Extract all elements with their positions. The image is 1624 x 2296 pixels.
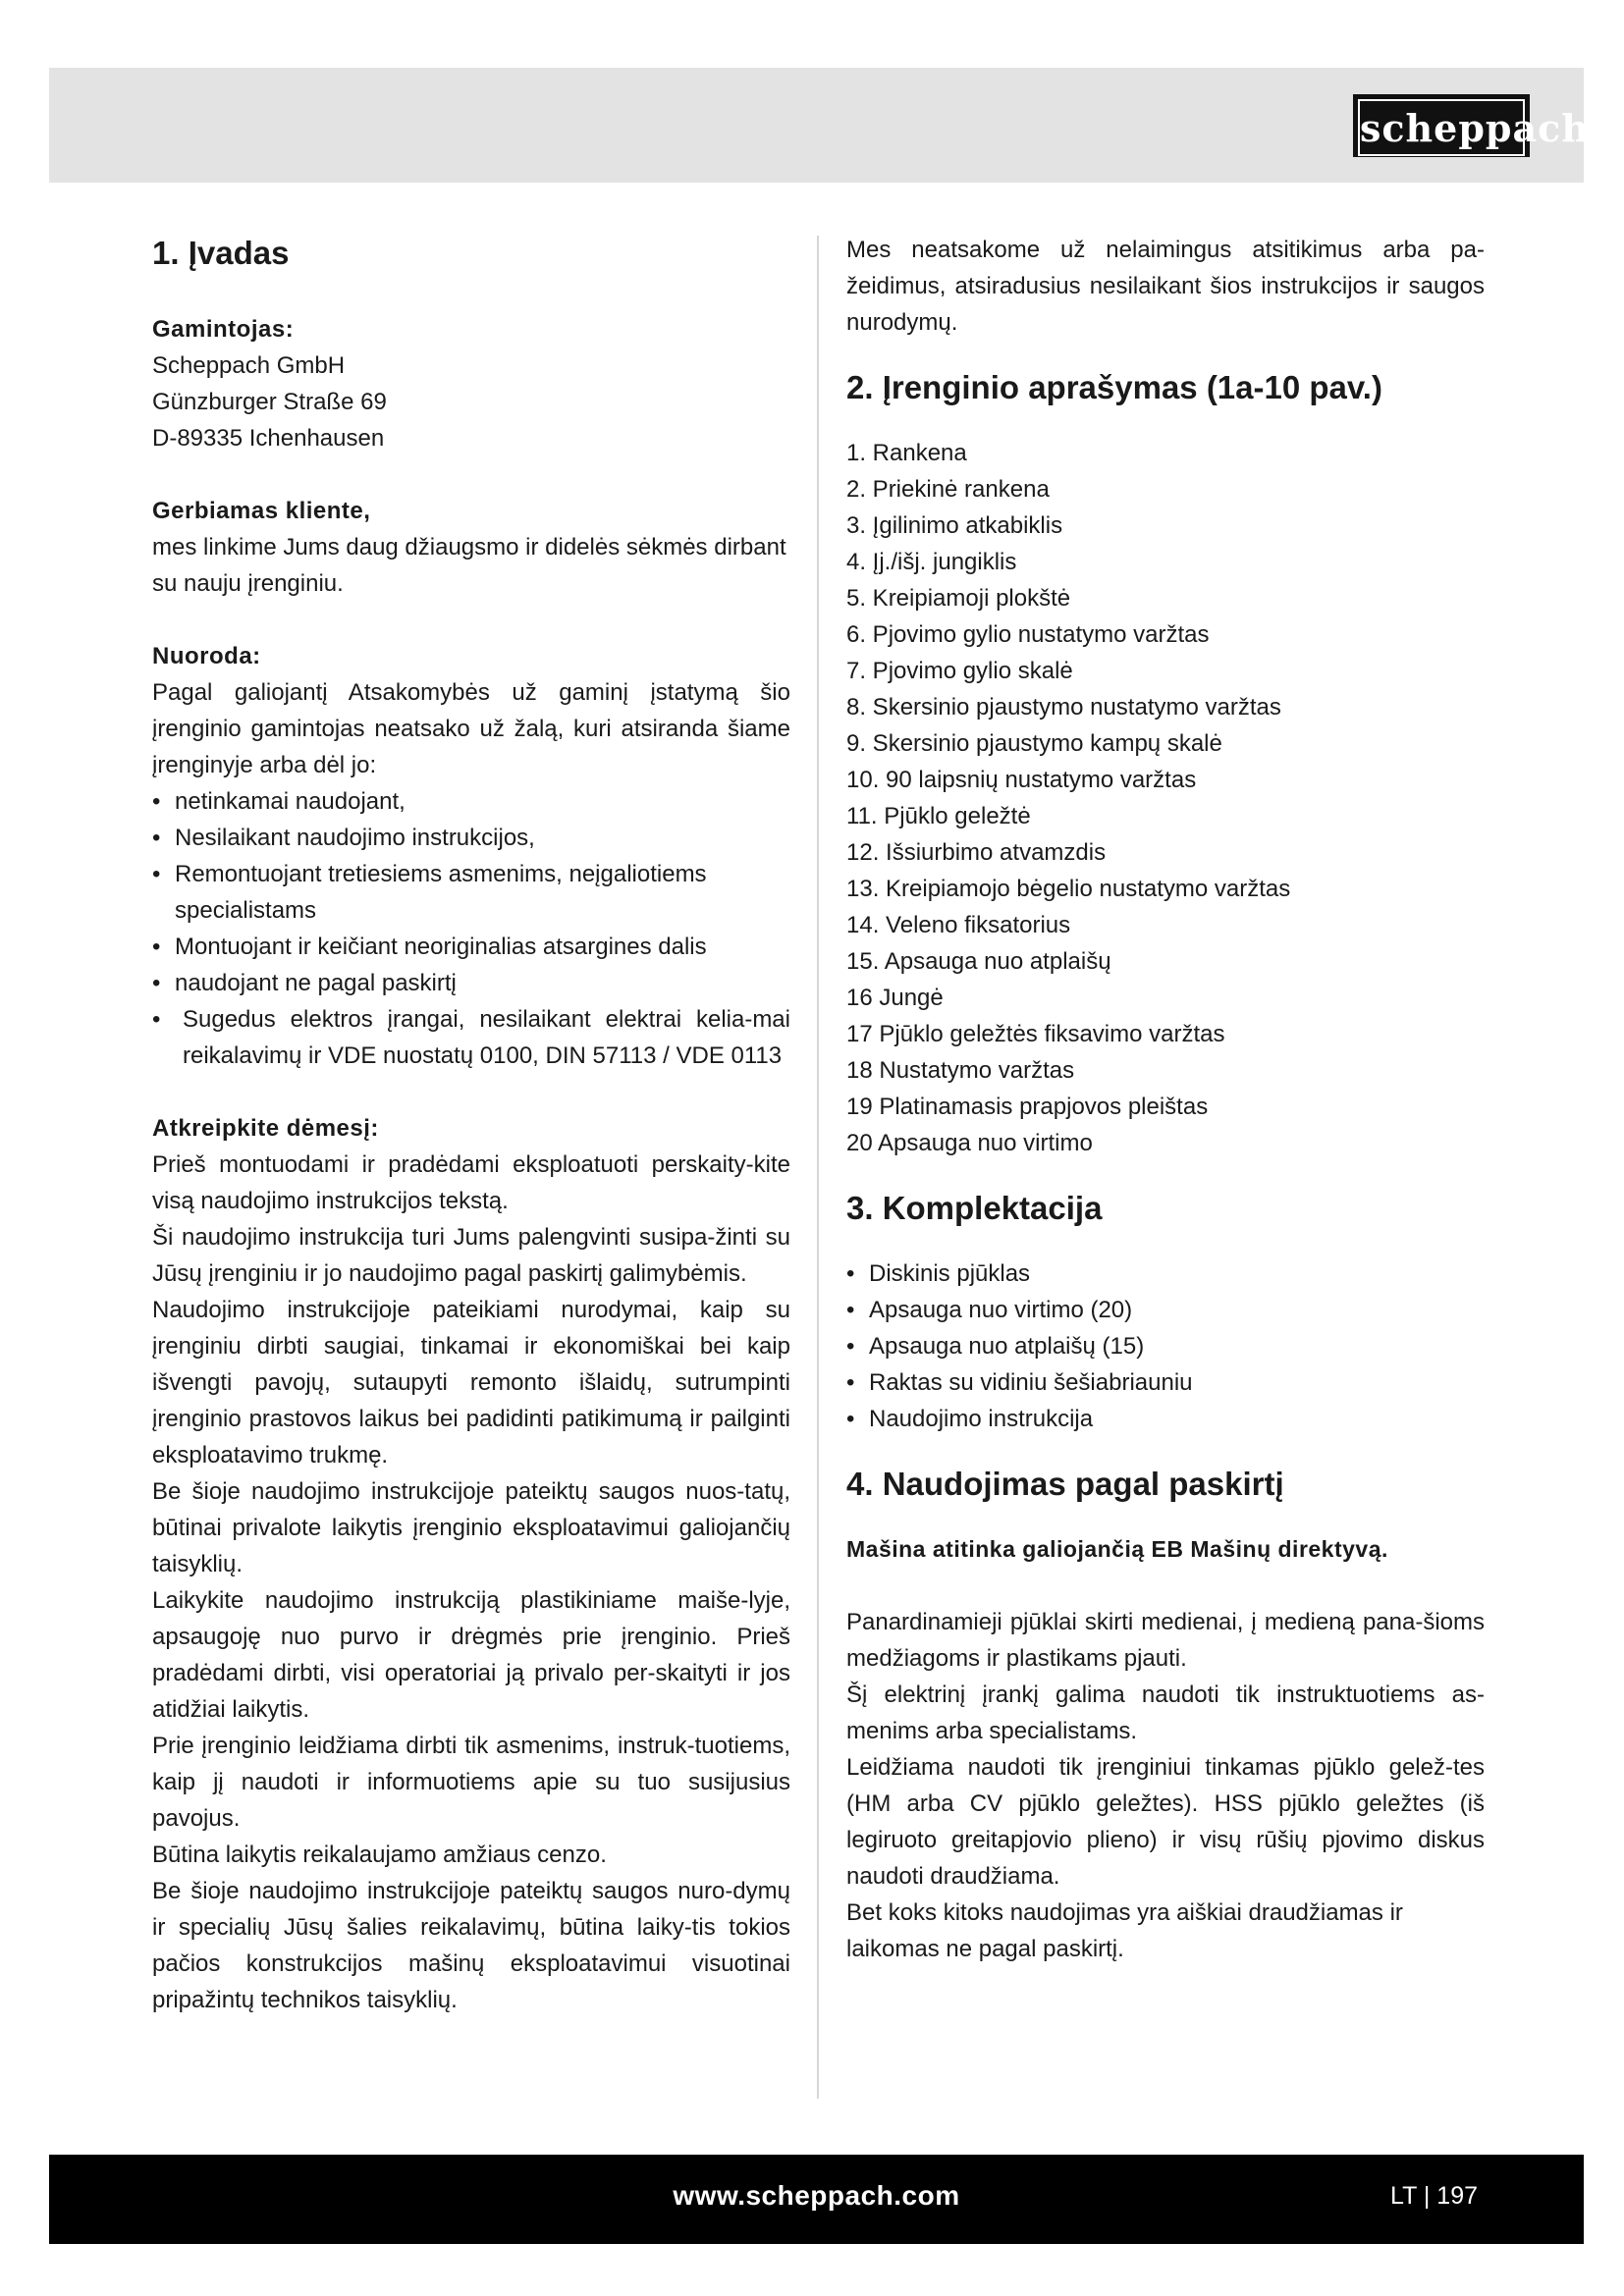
attention-paragraph: Prie įrenginio leidžiama dirbti tik asmenims, instruk-tuotiems, kaip jį naudoti ir informuotiems apie su tuo susijusius pavojus. [152, 1733, 790, 1832]
page-number: LT | 197 [1390, 2182, 1478, 2210]
logo-text: scheppach [1358, 99, 1525, 156]
list-item: 8. Skersinio pjaustymo nustatymo varžtas [846, 694, 1281, 721]
list-item: • Naudojimo instrukcija [846, 1401, 1485, 1437]
section-4-title: 4. Naudojimas pagal paskirtį [846, 1466, 1284, 1502]
section-3-title: 3. Komplektacija [846, 1190, 1103, 1226]
list-item: • Apsauga nuo virtimo (20) [846, 1292, 1485, 1328]
list-item: 13. Kreipiamojo bėgelio nustatymo varžtas [846, 876, 1291, 902]
list-item: 4. Įj./išj. jungiklis [846, 549, 1017, 575]
attention-label: Atkreipkite dėmesį: [152, 1115, 379, 1142]
list-item: 14. Veleno fiksatorius [846, 912, 1071, 938]
list-item: • Sugedus elektros įrangai, nesilaikant elektrai kelia-mai reikalavimų ir VDE nuostatų 0100, DIN 57113 / VDE 0113 [152, 1001, 790, 1074]
attention-paragraph: Būtina laikytis reikalaujamo amžiaus cenzo. [152, 1842, 607, 1868]
list-item: • Montuojant ir keičiant neoriginalias atsargines dalis [152, 929, 790, 965]
list-item: 10. 90 laipsnių nustatymo varžtas [846, 767, 1197, 793]
note-bullets [152, 783, 790, 1074]
scope-of-delivery-list [846, 1255, 1485, 1437]
list-item: 12. Išsiurbimo atvamzdis [846, 839, 1107, 866]
usage-paragraph: Šį elektrinį įrankį galima naudoti tik instruktuotiems as-menims arba specialistams. [846, 1682, 1485, 1744]
attention-paragraph: Be šioje naudojimo instrukcijoje pateiktų saugos nuos-tatų, būtinai privalote laikytis įrenginio eksploatavimui galiojančių taisyklių. [152, 1478, 790, 1577]
left-column [152, 232, 790, 2018]
usage-paragraph: Leidžiama naudoti tik įrenginiui tinkamas pjūklo gelež-tes (HM arba CV pjūklo geležtes). HSS pjūklo geležtes (iš legiruoto greitapjovio plieno) ir visų rūšių pjovimo diskus naudoti draudžiama. [846, 1754, 1485, 1890]
page-footer [49, 2155, 1584, 2244]
right-column [846, 232, 1485, 1967]
list-item: 15. Apsauga nuo atplaišų [846, 948, 1111, 975]
list-item: • Diskinis pjūklas [846, 1255, 1485, 1292]
list-item: 2. Priekinė rankena [846, 476, 1050, 503]
attention-paragraph: Laikykite naudojimo instrukciją plastikiniame maiše-lyje, apsaugoję nuo purvo ir drėgmės prie įrenginio. Prieš pradėdami dirbti, visi operatoriai ją privalo per-skaityti ir jos atidžiai laikytis. [152, 1587, 790, 1723]
manufacturer-line: Günzburger Straße 69 [152, 389, 387, 415]
directive-note: Mašina atitinka galiojančią EB Mašinų direktyvą. [846, 1536, 1388, 1562]
list-item: 18 Nustatymo varžtas [846, 1057, 1075, 1084]
list-item: 3. Įgilinimo atkabiklis [846, 512, 1063, 539]
customer-label: Gerbiamas kliente, [152, 498, 371, 524]
section-2-title: 2. Įrenginio aprašymas (1a-10 pav.) [846, 369, 1382, 405]
list-item: 17 Pjūklo geležtės fiksavimo varžtas [846, 1021, 1225, 1047]
list-item: • Nesilaikant naudojimo instrukcijos, [152, 820, 790, 856]
usage-paragraph: Panardinamieji pjūklai skirti medienai, į medieną pana-šioms medžiagoms ir plastikams pjauti. [846, 1609, 1485, 1672]
list-item: 20 Apsauga nuo virtimo [846, 1130, 1093, 1156]
list-item: • Apsauga nuo atplaišų (15) [846, 1328, 1485, 1364]
list-item: • naudojant ne pagal paskirtį [152, 965, 790, 1001]
list-item: 9. Skersinio pjaustymo kampų skalė [846, 730, 1222, 757]
list-item: • Raktas su vidiniu šešiabriauniu [846, 1364, 1485, 1401]
list-item: 7. Pjovimo gylio skalė [846, 658, 1073, 684]
list-item: 16 Jungė [846, 985, 944, 1011]
note-label: Nuoroda: [152, 643, 261, 669]
list-item: 6. Pjovimo gylio nustatymo varžtas [846, 621, 1210, 648]
website-link[interactable]: www.scheppach.com [673, 2180, 960, 2211]
list-item: • Remontuojant tretiesiems asmenims, neįgaliotiems specialistams [152, 856, 790, 929]
manufacturer-line: D-89335 Ichenhausen [152, 425, 385, 452]
attention-paragraph: Be šioje naudojimo instrukcijoje pateiktų saugos nuro-dymų ir specialių Jūsų šalies reikalavimų, būtina laiky-tis tokios pačios konstrukcijos mašinų eksploatavimui visuotinai pripažintų technikos taisyklių. [152, 1878, 790, 2013]
device-parts-list [846, 435, 1485, 1161]
section-1-title: 1. Įvadas [152, 235, 290, 271]
manufacturer-label: Gamintojas: [152, 316, 295, 343]
scheppach-logo [1353, 94, 1590, 157]
attention-paragraph: Naudojimo instrukcijoje pateikiami nurodymai, kaip su įrenginiu dirbti saugiai, tinkamai ir ekonomiškai bei kaip išvengti pavojų, sutaupyti remonto išlaidų, sutrumpinti įrenginio prastovos laikus bei padidinti patikimumą ir pailginti eksploatavimo trukmę. [152, 1297, 790, 1468]
manufacturer-line: Scheppach GmbH [152, 352, 346, 379]
list-item: 11. Pjūklo geležtė [846, 803, 1031, 829]
attention-paragraph: Ši naudojimo instrukcija turi Jums palengvinti susipa-žinti su Jūsų įrenginiu ir jo naudojimo pagal paskirtį galimybėmis. [152, 1224, 790, 1287]
list-item: 5. Kreipiamoji plokštė [846, 585, 1071, 612]
column-divider [817, 236, 819, 2099]
liability-text: Mes neatsakome už nelaimingus atsitikimus arba pa-žeidimus, atsiradusius nesilaikant šios instrukcijos ir saugos nurodymų. [846, 237, 1485, 336]
list-item: • netinkamai naudojant, [152, 783, 790, 820]
usage-paragraph: Bet koks kitoks naudojimas yra aiškiai draudžiamas ir laikomas ne pagal paskirtį. [846, 1899, 1403, 1962]
list-item: 19 Platinamasis prapjovos pleištas [846, 1094, 1209, 1120]
list-item: 1. Rankena [846, 440, 967, 466]
customer-text: mes linkime Jums daug džiaugsmo ir didelės sėkmės dirbant su nauju įrenginiu. [152, 534, 786, 597]
note-text: Pagal galiojantį Atsakomybės už gaminį įstatymą šio įrenginio gamintojas neatsako už žalą, kuri atsiranda šiame įrenginyje arba dėl jo: [152, 679, 790, 778]
attention-paragraph: Prieš montuodami ir pradėdami eksploatuoti perskaity-kite visą naudojimo instrukcijos tekstą. [152, 1151, 790, 1214]
